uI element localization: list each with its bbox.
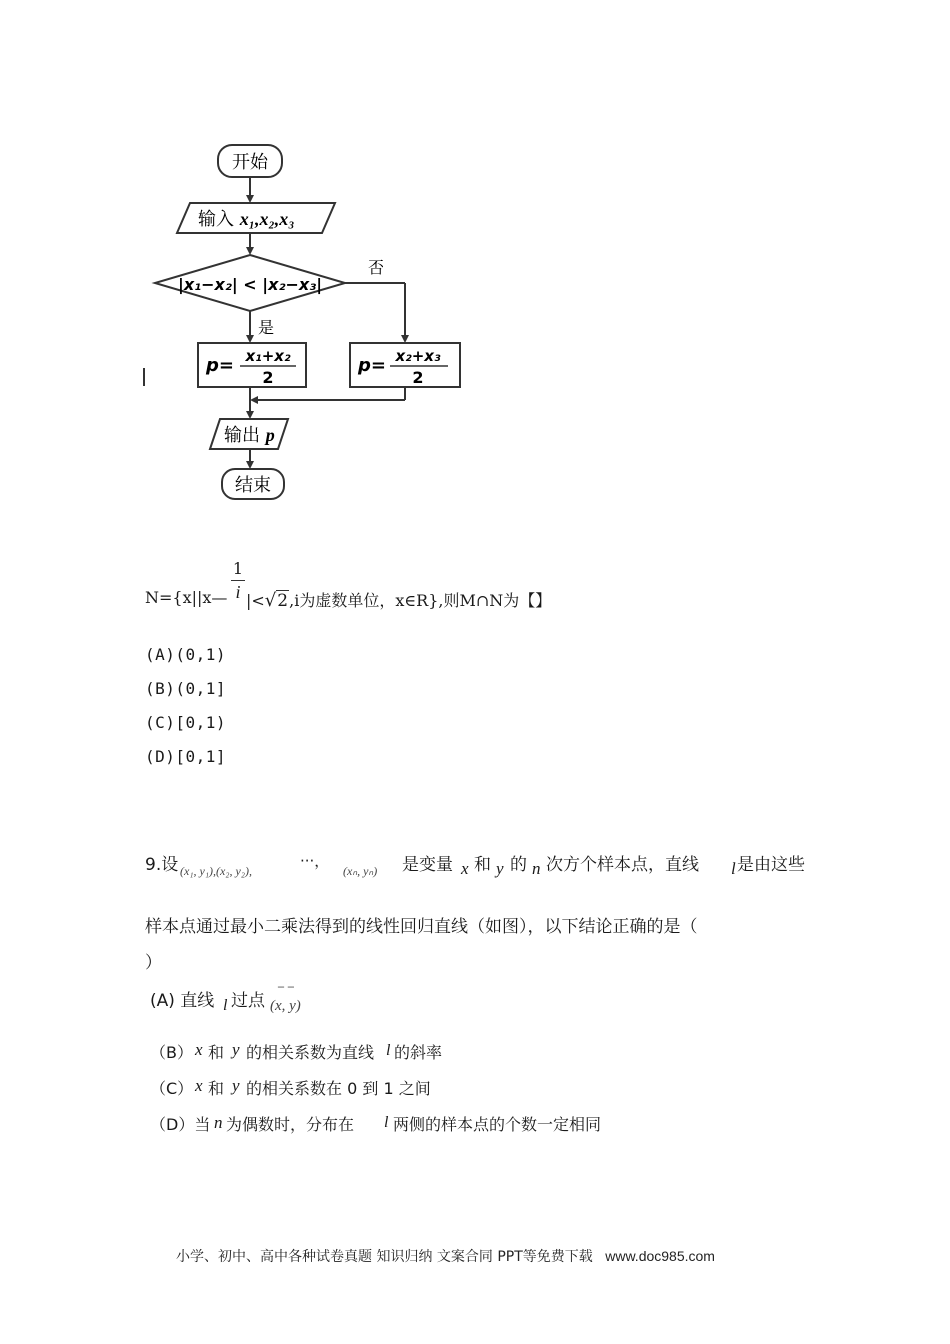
- q8-option-b: (B)(0,1]: [145, 679, 227, 698]
- q9-opt-b-x: x: [195, 1040, 203, 1059]
- q9-opt-c-and: 和: [208, 1079, 225, 1098]
- q9-is-var: 是变量: [402, 855, 453, 875]
- q9-points-seq: (x₁, y₁),(x₂, y₂),: [180, 864, 252, 878]
- q8-frac-numer: 1: [232, 559, 244, 578]
- q8-line: [145, 588, 227, 607]
- right-numer: x₂+x₃: [395, 347, 441, 365]
- q9-opt-d-label: （D）当: [150, 1115, 211, 1134]
- q9-var-y: y: [496, 859, 504, 878]
- q9-number: 9.设: [145, 855, 179, 875]
- input-label: 输入: [198, 209, 234, 230]
- output-var: p: [265, 425, 275, 445]
- q8-fraction: [231, 560, 245, 601]
- q8-option-d: (D)[0,1]: [145, 747, 227, 766]
- q9-opt-b-and: 和: [208, 1043, 225, 1062]
- q9-line1: [145, 850, 178, 875]
- q9-opt-d-l: l: [384, 1114, 389, 1131]
- q8-sqrt-arg: 2: [277, 591, 289, 611]
- q9-var-l: l: [731, 859, 736, 878]
- condition-rhs: |x₂−x₃|: [262, 275, 323, 294]
- q9-and: 和: [474, 855, 491, 875]
- q8-frac-denom: i: [235, 582, 241, 602]
- no-label: 否: [368, 258, 385, 277]
- footer-url[interactable]: www.doc985.com: [605, 1248, 715, 1264]
- svg-text:输入 x₁,x₂,x₃: [198, 209, 295, 230]
- svg-text:|x₁−x₂| < |x₂−x₃|: [178, 275, 322, 295]
- footer: [176, 1246, 715, 1266]
- q9-opt-b-l: l: [386, 1042, 391, 1059]
- margin-mark: [143, 368, 145, 386]
- q9-opt-d-n: n: [214, 1113, 223, 1132]
- q9-line3: ）: [145, 953, 162, 973]
- footer-text: 小学、初中、高中各种试卷真题 知识归纳 文案合同 PPT等免费下载: [176, 1249, 593, 1265]
- q9-opt-a-label: (A) 直线: [150, 991, 215, 1011]
- q9-opt-b-label: （B）: [150, 1043, 193, 1062]
- q8-after-frac: |<: [246, 591, 265, 610]
- q9-option-a: [150, 986, 214, 1011]
- q9-opt-c-text: 的相关系数在 0 到 1 之间: [246, 1079, 431, 1098]
- left-p: p=: [206, 355, 234, 376]
- q8-option-c: (C)[0,1): [145, 713, 227, 732]
- q9-ellipsis: ···，: [300, 852, 330, 870]
- q8-rest: ,i为虚数单位，x∈R},则M∩N为【】: [289, 591, 552, 610]
- q9-times-line: 次方个样本点，直线: [546, 855, 699, 875]
- yes-label: 是: [258, 318, 275, 337]
- q9-line2: 样本点通过最小二乘法得到的线性回归直线（如图），以下结论正确的是（: [145, 917, 698, 937]
- condition-lhs: |x₁−x₂|: [177, 275, 238, 294]
- right-denom: 2: [412, 368, 424, 387]
- q9-var-x: x: [461, 859, 469, 878]
- q9-opt-c-x: x: [195, 1076, 203, 1095]
- condition-op: <: [243, 275, 257, 294]
- q9-opt-a-l: l: [223, 997, 228, 1014]
- q9-var-n: n: [532, 859, 541, 878]
- q9-opt-d-text1: 为偶数时，分布在: [226, 1115, 355, 1134]
- left-numer: x₁+x₂: [245, 347, 291, 365]
- q9-point-n: (xₙ, yₙ): [343, 864, 378, 878]
- right-p: p=: [358, 355, 386, 376]
- q8-prefix: N={x||x—: [145, 588, 228, 607]
- q9-opt-d-text2: 两侧的样本点的个数一定相同: [393, 1115, 602, 1134]
- start-label: 开始: [232, 152, 268, 173]
- input-vars: x₁,x₂,x₃: [239, 209, 295, 229]
- left-denom: 2: [262, 368, 274, 387]
- output-label: 输出: [224, 425, 260, 446]
- flowchart: [130, 115, 490, 515]
- svg-text:输出 p: [224, 425, 275, 446]
- end-label: 结束: [235, 475, 271, 496]
- q9-of: 的: [510, 855, 527, 875]
- q9-opt-b-text1: 的相关系数为直线: [246, 1043, 375, 1062]
- q9-opt-b-text2: 的斜率: [394, 1043, 443, 1062]
- q9-opt-a-pass: 过点: [231, 991, 265, 1011]
- q9-opt-b-y: y: [232, 1040, 240, 1059]
- q9-is-by: 是由这些: [737, 855, 805, 875]
- q8-sqrt-sign: √: [264, 590, 277, 611]
- q9-opt-a-point: (x, y): [270, 998, 301, 1014]
- q9-opt-c-label: （C）: [150, 1079, 194, 1098]
- q9-opt-a-bar: ‾ ‾: [278, 985, 294, 999]
- q9-opt-c-y: y: [232, 1076, 240, 1095]
- q8-option-a: (A)(0,1): [145, 645, 227, 664]
